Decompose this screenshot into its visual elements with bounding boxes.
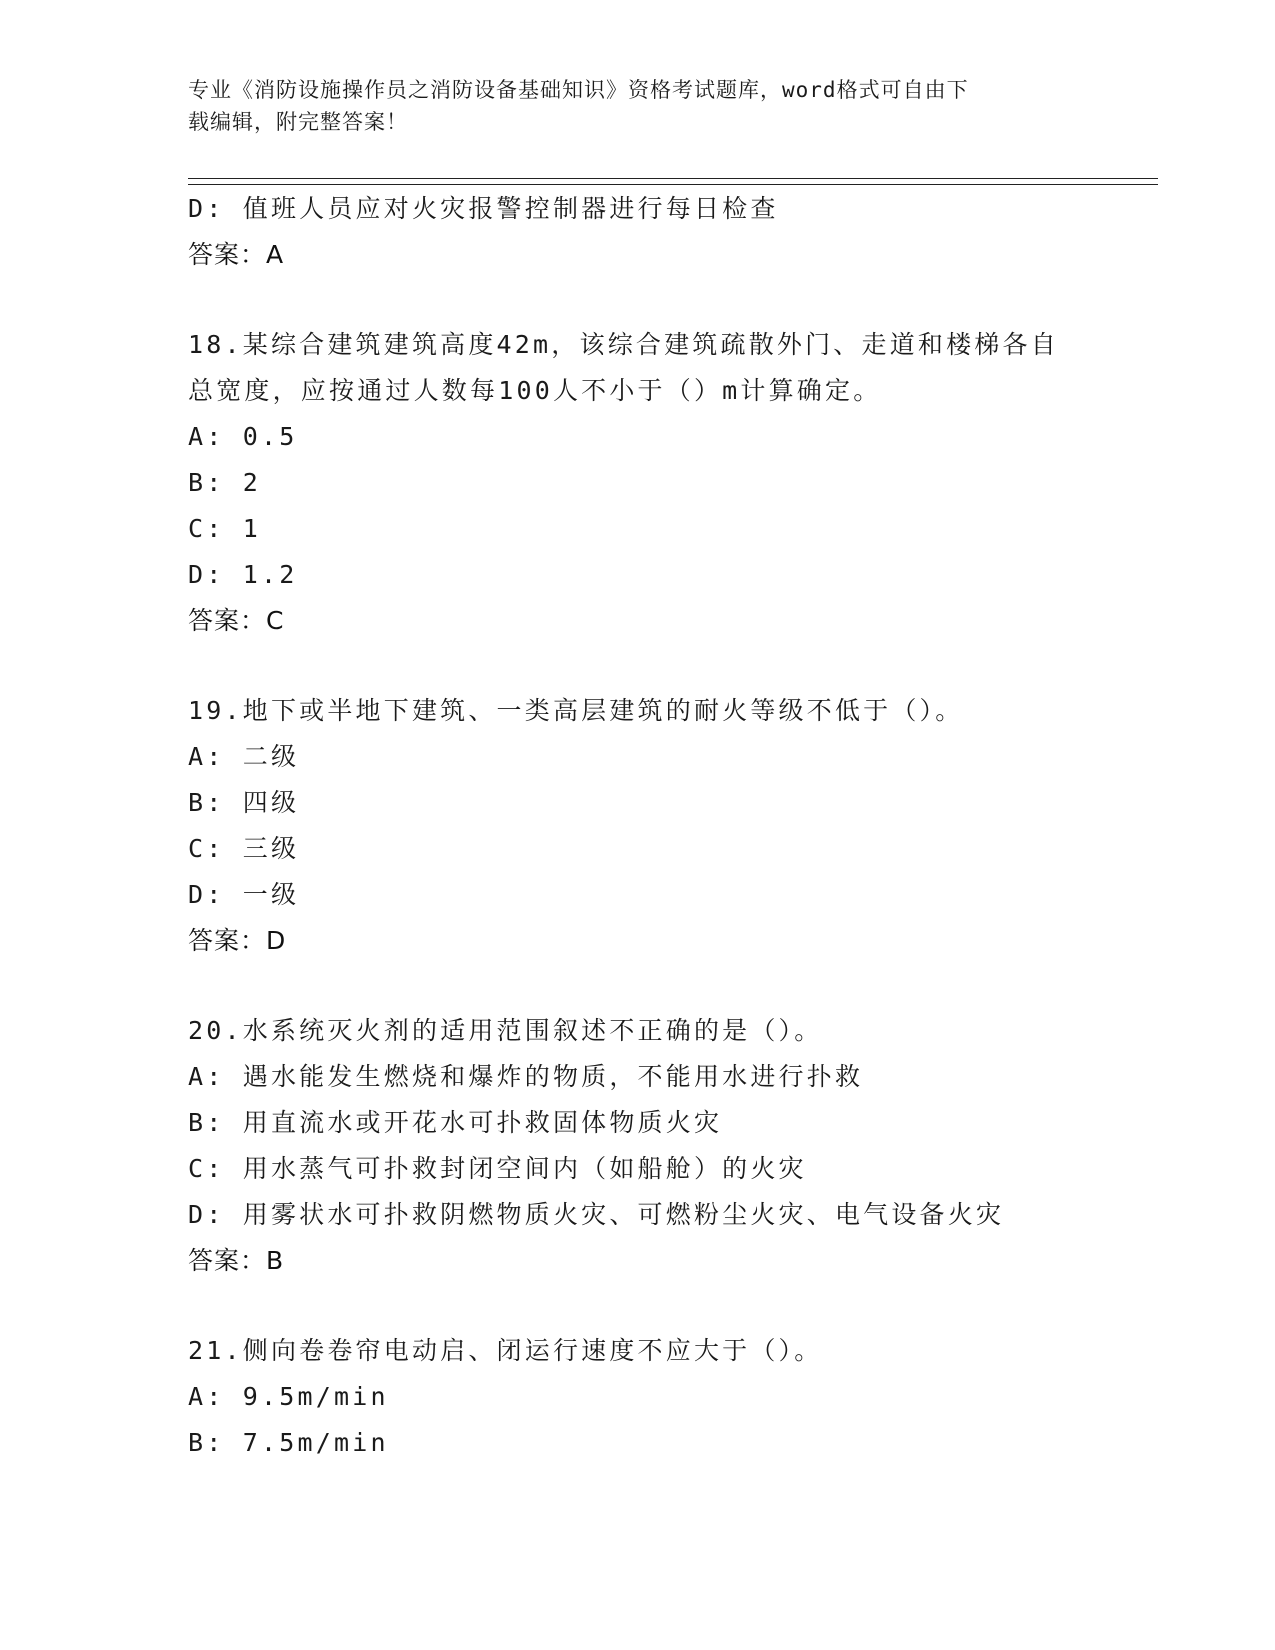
q20-stem-line-1: 20.水系统灭火剂的适用范围叙述不正确的是（）。 bbox=[188, 1016, 823, 1045]
q20-option-b: B: 用直流水或开花水可扑救固体物质火灾 bbox=[188, 1108, 723, 1137]
q21-stem-line-1: 21.侧向卷卷帘电动启、闭运行速度不应大于（）。 bbox=[188, 1336, 823, 1365]
q19-option-a: A: 二级 bbox=[188, 742, 300, 771]
q19-stem-line-1: 19.地下或半地下建筑、一类高层建筑的耐火等级不低于（）。 bbox=[188, 696, 964, 725]
q17-option-d: D: 值班人员应对火灾报警控制器进行每日检查 bbox=[188, 194, 779, 223]
question-21 bbox=[188, 1328, 1088, 1466]
q18-option-b: B: 2 bbox=[188, 468, 262, 497]
question-19 bbox=[188, 688, 1088, 964]
header-divider-top bbox=[188, 178, 1158, 179]
q20-answer: 答案：B bbox=[188, 1246, 285, 1275]
header-line-1: 专业《消防设施操作员之消防设备基础知识》资格考试题库，word格式可自由下 bbox=[188, 78, 969, 102]
q20-option-d: D: 用雾状水可扑救阴燃物质火灾、可燃粉尘火灾、电气设备火灾 bbox=[188, 1200, 1005, 1229]
q18-option-d: D: 1.2 bbox=[188, 560, 298, 589]
q19-option-d: D: 一级 bbox=[188, 880, 300, 909]
q19-option-c: C: 三级 bbox=[188, 834, 300, 863]
q18-stem-line-1: 18.某综合建筑建筑高度42m，该综合建筑疏散外门、走道和楼梯各自 bbox=[188, 330, 1059, 359]
header-divider-bottom bbox=[188, 184, 1158, 185]
header-line-2: 载编辑，附完整答案！ bbox=[188, 110, 408, 134]
q18-answer: 答案：C bbox=[188, 606, 285, 635]
q21-option-a: A: 9.5m/min bbox=[188, 1382, 389, 1411]
q18-option-c: C: 1 bbox=[188, 514, 262, 543]
q18-stem-line-2: 总宽度，应按通过人数每100人不小于（）m计算确定。 bbox=[188, 376, 882, 405]
question-list bbox=[188, 186, 1088, 1466]
q19-answer: 答案：D bbox=[188, 926, 287, 955]
question-18 bbox=[188, 322, 1088, 644]
document-header bbox=[188, 74, 1068, 138]
q20-option-a: A: 遇水能发生燃烧和爆炸的物质，不能用水进行扑救 bbox=[188, 1062, 864, 1091]
q18-option-a: A: 0.5 bbox=[188, 422, 298, 451]
q21-option-b: B: 7.5m/min bbox=[188, 1428, 389, 1457]
q19-option-b: B: 四级 bbox=[188, 788, 300, 817]
question-20 bbox=[188, 1008, 1088, 1284]
q20-option-c: C: 用水蒸气可扑救封闭空间内（如船舱）的火灾 bbox=[188, 1154, 807, 1183]
q17-answer: 答案：A bbox=[188, 240, 285, 269]
